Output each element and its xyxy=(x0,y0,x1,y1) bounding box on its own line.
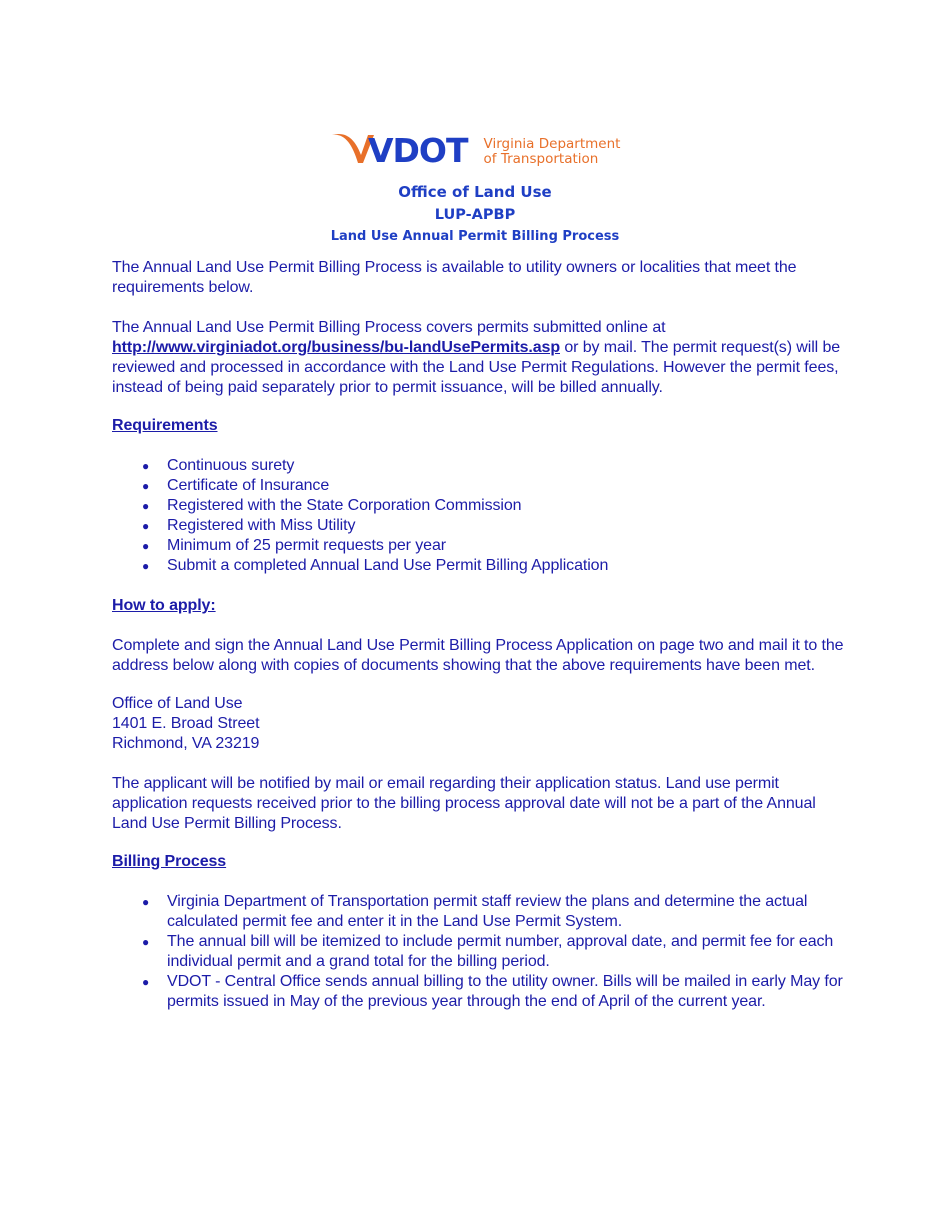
requirement-text: Registered with the State Corporation Commission xyxy=(167,497,522,514)
requirement-text: Registered with Miss Utility xyxy=(167,517,356,534)
bullet-icon: ● xyxy=(142,539,150,553)
bullet-icon: ● xyxy=(142,499,150,513)
list-item xyxy=(142,892,852,932)
list-item xyxy=(142,476,852,496)
list-item xyxy=(142,972,852,1012)
list-item xyxy=(142,932,852,972)
requirement-text: Minimum of 25 permit requests per year xyxy=(167,537,446,554)
list-item xyxy=(142,456,852,476)
billing-item-text: The annual bill will be itemized to include permit number, approval date, and permit fee for each individual permit and a grand total for the billing period. xyxy=(167,933,834,970)
bullet-icon: ● xyxy=(142,479,150,493)
document-code: LUP-APBP xyxy=(434,207,516,223)
billing-item-text: VDOT - Central Office sends annual billing to the utility owner. Bills will be mailed in early May for permits issued in May of the previous year through the end of April of the current year. xyxy=(167,973,843,1010)
address-line-1: Office of Land Use xyxy=(112,695,243,712)
how-to-apply-text: Complete and sign the Annual Land Use Permit Billing Process Application on page two and mail it to the address below along with copies of documents showing that the above requirements have been met. xyxy=(112,637,844,674)
logo-wordmark: VDOT xyxy=(367,131,468,170)
bullet-icon: ● xyxy=(142,935,150,949)
requirements-list xyxy=(112,456,852,576)
vdot-logo xyxy=(330,128,621,174)
logo-tagline xyxy=(484,137,621,167)
logo-tagline-line2: of Transportation xyxy=(483,151,599,167)
vdot-wordmark-icon xyxy=(330,129,478,173)
list-item xyxy=(142,536,852,556)
address-line-3: Richmond, VA 23219 xyxy=(112,735,260,752)
list-item xyxy=(142,516,852,536)
notification-paragraph: The applicant will be notified by mail or email regarding their application status. Land use permit application requests received prior to the billing process approval date will not be a part of the Annual Land Use Permit Billing Process. xyxy=(112,775,816,832)
office-title: Office of Land Use xyxy=(398,183,552,201)
land-use-permits-link[interactable]: http://www.virginiadot.org/business/bu-landUsePermits.asp xyxy=(112,339,560,356)
requirement-text: Submit a completed Annual Land Use Permit Billing Application xyxy=(167,557,609,574)
requirements-heading: Requirements xyxy=(112,417,218,434)
intro-p2-start: The Annual Land Use Permit Billing Process covers permits submitted online at xyxy=(112,319,666,336)
requirement-text: Certificate of Insurance xyxy=(167,477,330,494)
requirement-text: Continuous surety xyxy=(167,457,295,474)
list-item xyxy=(142,496,852,516)
billing-process-list xyxy=(112,892,852,1012)
billing-process-heading: Billing Process xyxy=(112,853,227,870)
list-item xyxy=(142,556,852,576)
bullet-icon: ● xyxy=(142,975,150,989)
logo-tagline-line1: Virginia Department xyxy=(483,136,621,152)
document-subtitle: Land Use Annual Permit Billing Process xyxy=(330,229,620,244)
how-to-apply-heading: How to apply: xyxy=(112,597,216,614)
billing-item-text: Virginia Department of Transportation permit staff review the plans and determine the actual calculated permit fee and enter it in the Land Use Permit System. xyxy=(167,893,808,930)
bullet-icon: ● xyxy=(142,559,150,573)
intro-paragraph-2 xyxy=(112,318,852,398)
intro-paragraph-1: The Annual Land Use Permit Billing Process is available to utility owners or localities that meet the requirements below. xyxy=(112,259,797,296)
bullet-icon: ● xyxy=(142,519,150,533)
address-line-2: 1401 E. Broad Street xyxy=(112,715,260,732)
document-body xyxy=(112,258,852,1012)
bullet-icon: ● xyxy=(142,895,150,909)
document-header xyxy=(0,128,950,244)
mailing-address xyxy=(112,694,852,754)
intro-p2-end: or by mail. The permit request(s) will be reviewed and processed in accordance with the Land Use Permit Regulations. However the permit fees, instead of being paid separately prior to permit issuance, will be billed annually. xyxy=(112,339,841,396)
bullet-icon: ● xyxy=(142,459,150,473)
